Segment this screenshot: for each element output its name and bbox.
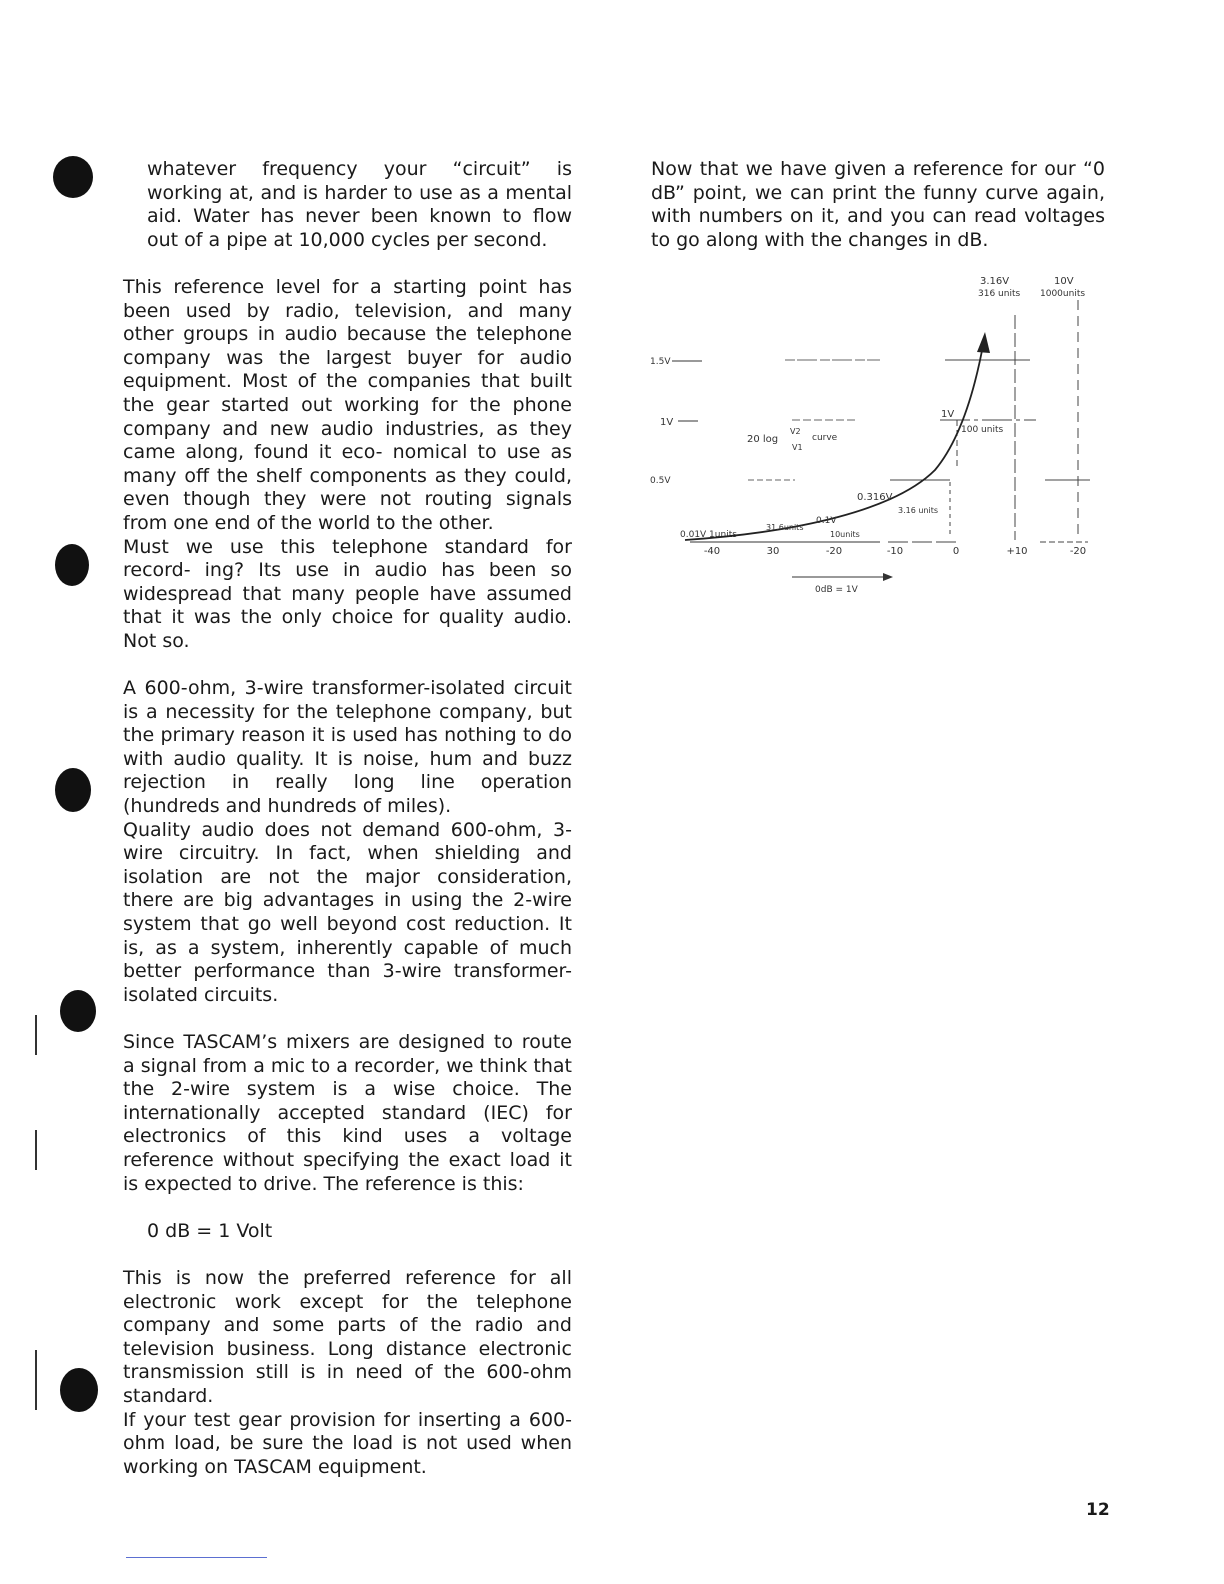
label-100-units: 100 units [961, 425, 1004, 435]
x-tick-label: -40 [703, 546, 721, 557]
right-intro-text: Now that we have given a reference for our “0 dB” point, we can print the funny curve again, with numbers on it, and you can read voltages to go along with the changes in dB. [651, 158, 1105, 251]
label-1000-units: 1000units [1040, 289, 1086, 299]
label-10-units: 10units [830, 530, 860, 539]
label-0-1v: 0.1V [816, 516, 837, 526]
svg-text:1V: 1V [660, 417, 674, 428]
y-label-1-5v [650, 357, 702, 367]
label-3-16-units: 3.16 units [898, 506, 939, 515]
right-intro-paragraph [651, 158, 1105, 252]
paragraph-preferred-reference: This is now the preferred reference for all electronic work except for the telephone company and some parts of the radio and television business. Long distance electronic transmission still is in need of the 600-ohm standard. [123, 1266, 572, 1407]
label-31-6-units: 31.6units [766, 523, 804, 532]
punch-hole [55, 544, 89, 586]
binder-edge-mark [35, 1130, 37, 1170]
y-label-0-5v: 0.5V [650, 476, 671, 486]
punch-hole [55, 768, 91, 812]
binder-edge-mark [35, 1350, 37, 1410]
punch-hole [53, 156, 93, 198]
paragraph-quality-audio: Quality audio does not demand 600-ohm, 3-wire circuitry. In fact, when shielding and isolation are not the major consideration, there are big advantages in using the 2-wire system that go well beyond cost reduction. It is, as a system, inherently capable of much better performance than 3-wire transformer-isolated circuits. [123, 818, 572, 1006]
label-316-units: 316 units [978, 289, 1021, 299]
x-tick-label: -20 [825, 546, 843, 557]
paragraph-reference-history: This reference level for a starting point has been used by radio, television, and many other groups in audio because the telephone company was the largest buyer for audio equipment. Most of the companies that built the gear started out working for the phone company and new audio industries, as they came along, found it eco- nomical to use as many off the shelf components as they could, even though they were not routing signals from one end of the world to the other. [123, 276, 572, 534]
paragraph-600-ohm: A 600-ohm, 3-wire transformer-isolated circuit is a necessity for the telephone company, but the primary reason it is used has nothing to do with audio quality. It is noise, hum and buzz rejection in really long line operation (hundreds and hundreds of miles). [123, 677, 572, 818]
svg-text:20 log: 20 log [747, 434, 779, 445]
svg-text:V1: V1 [792, 443, 803, 452]
label-10v: 10V [1054, 276, 1074, 287]
punch-hole [60, 990, 96, 1032]
x-tick-label: -10 [886, 546, 904, 557]
db-voltage-chart [640, 270, 1110, 600]
left-intro-paragraph [147, 158, 572, 252]
left-column [123, 276, 572, 1479]
x-tick-label: 30 [766, 546, 780, 557]
y-label-0-01v: 0.01V 1units [680, 530, 737, 540]
svg-text:1.5V: 1.5V [650, 357, 671, 367]
label-3-16v: 3.16V [980, 276, 1010, 287]
reference-formula: 0 dB = 1 Volt [147, 1219, 273, 1242]
x-axis-label: 0dB = 1V [815, 585, 858, 595]
label-1v-point: 1V [941, 409, 955, 420]
svg-text:curve: curve [812, 433, 838, 443]
y-label-1v [660, 417, 698, 428]
svg-text:V2: V2 [790, 427, 801, 436]
paragraph-test-gear: If your test gear provision for inserting a 600-ohm load, be sure the load is not used when working on TASCAM equipment. [123, 1408, 572, 1478]
intro-text: whatever frequency your “circuit” is working at, and is harder to use as a mental aid. Water has never been known to flow out of a pipe at 10,000 cycles per second. [147, 158, 572, 251]
binder-edge-mark [35, 1015, 37, 1055]
curve-arrowhead [977, 332, 990, 353]
x-tick-labels [704, 546, 1086, 557]
paragraph-tascam-mixers: Since TASCAM’s mixers are designed to route a signal from a mic to a recorder, we think that the 2-wire system is a wise choice. The internationally accepted standard (IEC) for electronics of this kind uses a voltage reference without specifying the exact load it is expected to drive. The reference is this: [123, 1031, 572, 1195]
footer-rule [126, 1557, 267, 1558]
x-tick-label: -20 [1069, 546, 1087, 557]
paragraph-telephone-standard: Must we use this telephone standard for record- ing? Its use in audio has been so widespread that many people have assumed that it was the only choice for quality audio. Not so. [123, 535, 572, 652]
curve-formula [747, 427, 838, 452]
label-0-316v: 0.316V [857, 492, 893, 503]
page-number: 12 [1086, 1500, 1110, 1520]
x-tick-label: +10 [1006, 546, 1028, 557]
x-tick-label: 0 [952, 546, 960, 557]
punch-hole [60, 1368, 98, 1412]
